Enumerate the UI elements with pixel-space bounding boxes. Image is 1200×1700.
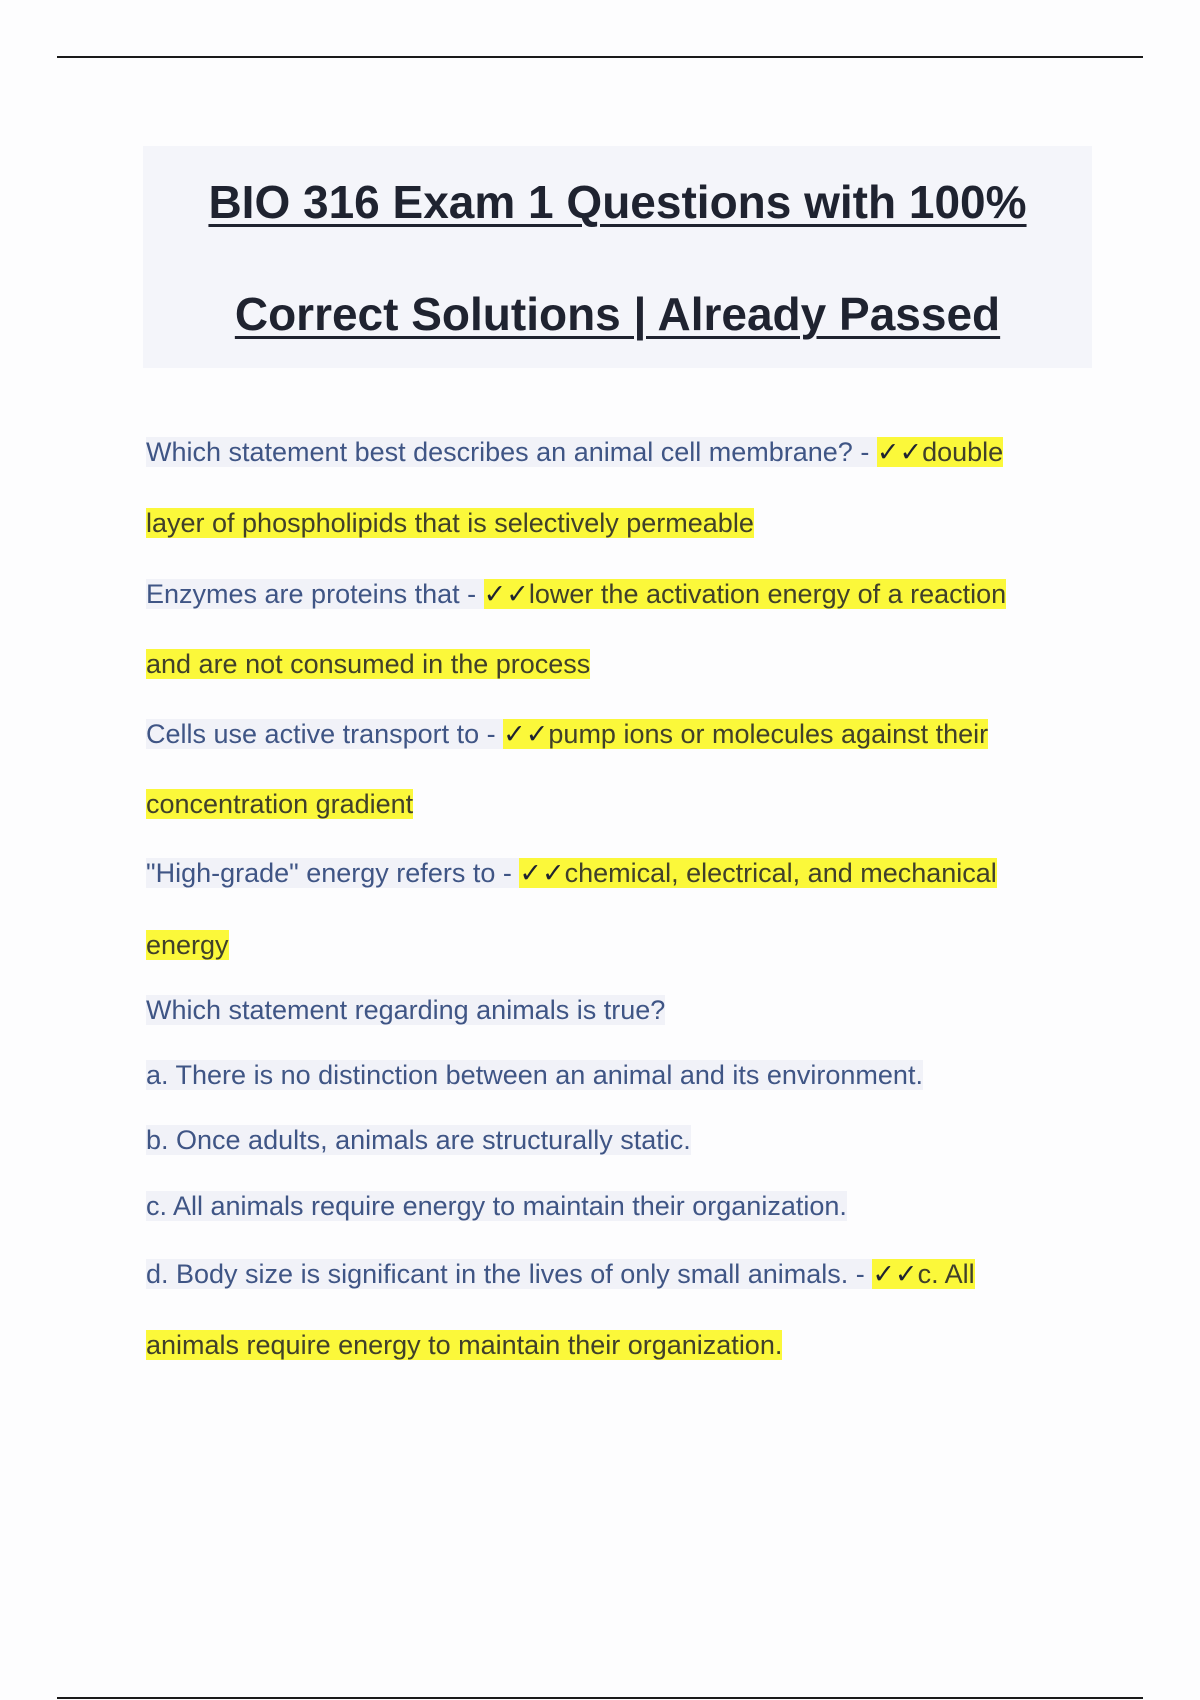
mc-question-stem: Which statement regarding animals is true? (146, 995, 666, 1025)
mc-option-d-line-1 (146, 1257, 975, 1291)
answer-4-end: energy (146, 930, 229, 960)
mc-option-c: c. All animals require energy to maintain their organization. (146, 1191, 847, 1221)
question-4: "High-grade" energy refers to - (146, 858, 520, 888)
qa-4-line-1 (146, 856, 997, 890)
mc-answer-start: ✓✓c. All (872, 1259, 975, 1289)
check-icon: ✓✓ (503, 719, 549, 749)
mc-answer-end: animals require energy to maintain their organization. (146, 1330, 783, 1360)
answer-2-start: ✓✓lower the activation energy of a reaction (483, 579, 1007, 609)
qa-3-line-1 (146, 717, 988, 751)
mc-option-a: a. There is no distinction between an animal and its environment. (146, 1060, 923, 1090)
question-3: Cells use active transport to - (146, 719, 504, 749)
qa-2-line-1 (146, 577, 1006, 611)
document-title-line-1: BIO 316 Exam 1 Questions with 100% (208, 176, 1027, 228)
qa-2-line-2 (146, 647, 590, 681)
answer-3-start: ✓✓pump ions or molecules against their (503, 719, 989, 749)
answer-3-end: concentration gradient (146, 789, 414, 819)
mc-option-d: d. Body size is significant in the lives of only small animals. - (146, 1259, 873, 1289)
check-icon: ✓✓ (876, 437, 923, 467)
qa-1-line-2 (146, 506, 754, 540)
question-2: Enzymes are proteins that - (146, 579, 484, 609)
title-block (143, 146, 1092, 368)
check-icon: ✓✓ (483, 579, 529, 609)
mc-answer-line-2 (146, 1328, 782, 1362)
answer-4-start: ✓✓chemical, electrical, and mechanical (519, 858, 997, 888)
question-1: Which statement best describes an animal cell membrane? - (146, 437, 877, 467)
check-icon: ✓✓ (872, 1259, 918, 1289)
check-icon: ✓✓ (519, 858, 565, 888)
qa-3-line-2 (146, 787, 413, 821)
mc-option-b: b. Once adults, animals are structurally static. (146, 1125, 691, 1155)
qa-4-line-2 (146, 928, 229, 962)
answer-1-start: ✓✓double (876, 437, 1004, 467)
bottom-rule (57, 1697, 1143, 1699)
document-title-line-2: Correct Solutions | Already Passed (234, 288, 1001, 340)
qa-1-line-1 (146, 435, 1003, 469)
answer-1-end: layer of phospholipids that is selectively permeable (146, 508, 754, 538)
answer-2-end: and are not consumed in the process (146, 649, 591, 679)
top-rule (57, 56, 1143, 58)
